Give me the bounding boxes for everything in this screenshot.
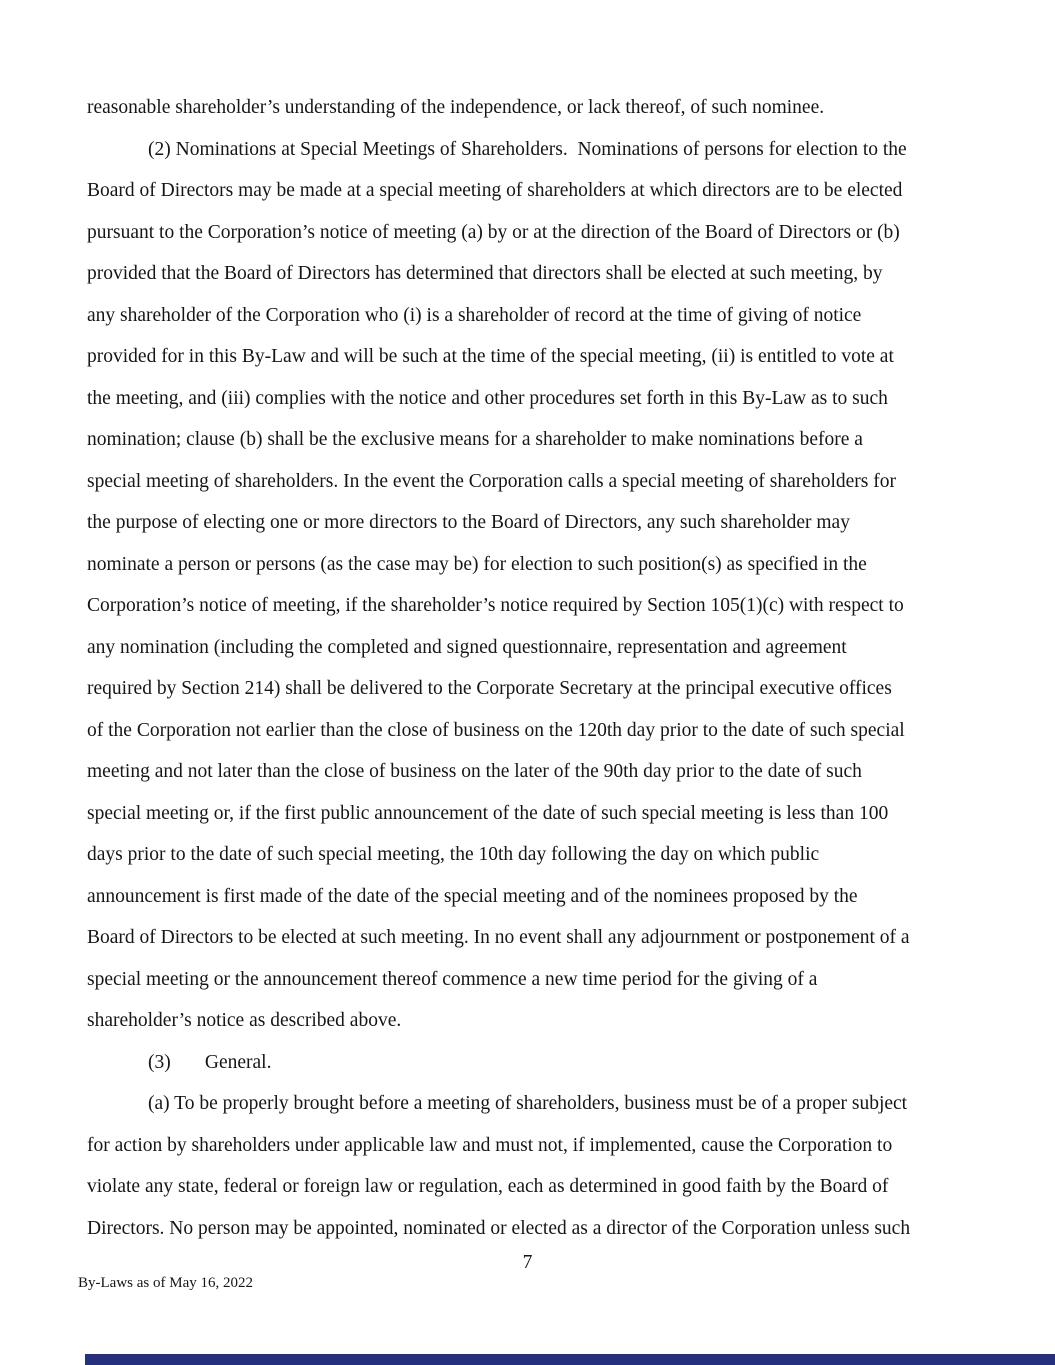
- paragraph: [87, 87, 967, 129]
- text-line: any nomination (including the completed and signed questionnaire, representation and agreement: [87, 636, 847, 658]
- text-line: meeting and not later than the close of business on the later of the 90th day prior to the date of such: [87, 761, 862, 782]
- text-line: (2) Nominations at Special Meetings of Shareholders. Nominations of persons for election to the: [148, 138, 907, 160]
- text-line: the meeting, and (iii) complies with the notice and other procedures set forth in this By-Law as to such: [87, 387, 888, 409]
- text-line: (3) General.: [148, 1051, 272, 1073]
- text-line: of the Corporation not earlier than the close of business on the 120th day prior to the date of such special: [87, 719, 905, 741]
- text-line: pursuant to the Corporation’s notice of meeting (a) by or at the direction of the Board of Directors or (b): [87, 221, 900, 243]
- text-line: shareholder’s notice as described above.: [87, 1010, 402, 1031]
- text-line: special meeting or, if the first public announcement of the date of such special meeting is less than 100: [87, 802, 889, 824]
- text-line: provided that the Board of Directors has determined that directors shall be elected at such meeting, by: [87, 263, 883, 284]
- text-line: nomination; clause (b) shall be the exclusive means for a shareholder to make nominations before a: [87, 429, 863, 450]
- paragraph: [87, 1042, 967, 1084]
- text-line: Directors. No person may be appointed, nominated or elected as a director of the Corporation unless such: [87, 1217, 911, 1239]
- paragraph: [87, 129, 967, 1042]
- page-number: 7: [522, 1252, 533, 1273]
- text-line: Corporation’s notice of meeting, if the shareholder’s notice required by Section 105(1)(c) with respect to: [87, 595, 904, 616]
- text-line: required by Section 214) shall be delivered to the Corporate Secretary at the principal executive offices: [87, 678, 892, 699]
- text-line: (a) To be properly brought before a meeting of shareholders, business must be of a proper subject: [148, 1093, 908, 1114]
- text-line: special meeting or the announcement thereof commence a new time period for the giving of a: [87, 968, 818, 990]
- text-line: violate any state, federal or foreign law or regulation, each as determined in good faith by the Board of: [87, 1176, 889, 1197]
- text-line: for action by shareholders under applicable law and must not, if implemented, cause the Corporation to: [87, 1134, 893, 1156]
- text-line: reasonable shareholder’s understanding of the independence, or lack thereof, of such nominee.: [87, 97, 825, 118]
- footer-note: By-Laws as of May 16, 2022: [78, 1275, 253, 1291]
- text-line: days prior to the date of such special meeting, the 10th day following the day on which public: [87, 844, 820, 865]
- text-line: announcement is first made of the date of the special meeting and of the nominees proposed by the: [87, 885, 858, 907]
- text-line: any shareholder of the Corporation who (i) is a shareholder of record at the time of giving of notice: [87, 304, 862, 326]
- bottom-bar: [85, 1354, 1055, 1365]
- text-line: Board of Directors to be elected at such meeting. In no event shall any adjournment or postponement of a: [87, 927, 910, 948]
- paragraph: [87, 1083, 967, 1249]
- text-line: the purpose of electing one or more directors to the Board of Directors, any such shareholder may: [87, 512, 850, 533]
- document-body: [87, 87, 967, 1249]
- text-line: nominate a person or persons (as the case may be) for election to such position(s) as specified in the: [87, 553, 867, 575]
- text-line: Board of Directors may be made at a special meeting of shareholders at which directors are to be elected: [87, 180, 903, 201]
- text-line: special meeting of shareholders. In the event the Corporation calls a special meeting of shareholders for: [87, 470, 896, 492]
- text-line: provided for in this By-Law and will be such at the time of the special meeting, (ii) is entitled to vote at: [87, 346, 894, 367]
